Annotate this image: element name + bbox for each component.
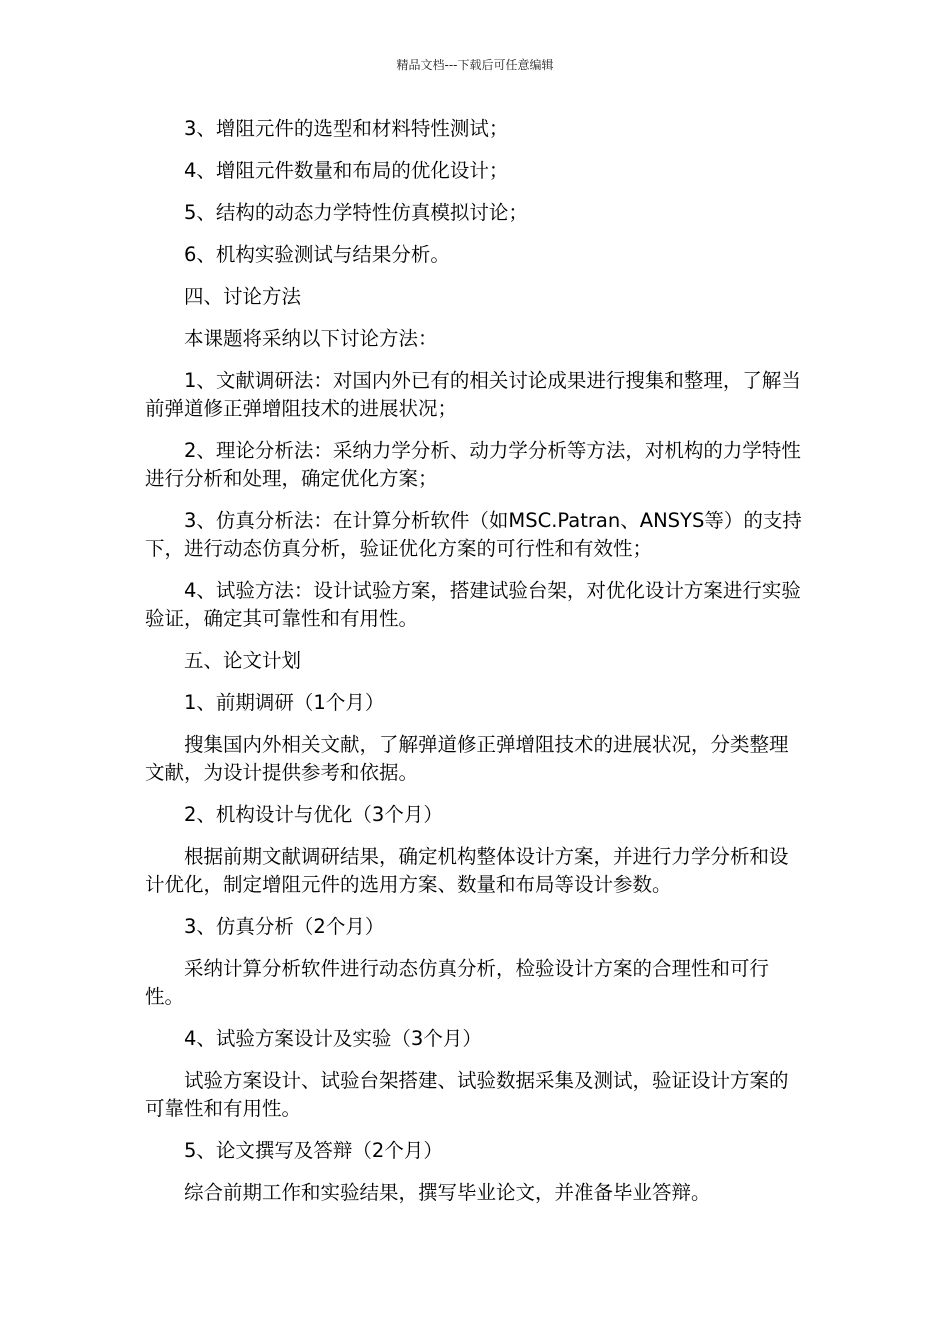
paragraph: 3、仿真分析法：在计算分析软件（如MSC.Patran、ANSYS等）的支持下，进行动态仿真分析，验证优化方案的可行性和有效性； (145, 509, 802, 560)
paragraph: 5、结构的动态力学特性仿真模拟讨论； (184, 201, 528, 224)
paragraph: 本课题将采纳以下讨论方法： (184, 327, 438, 350)
paragraph: 搜集国内外相关文献，了解弹道修正弹增阻技术的进展状况，分类整理文献，为设计提供参考和依据。 (145, 733, 789, 784)
paragraph: 采纳计算分析软件进行动态仿真分析，检验设计方案的合理性和可行性。 (145, 957, 770, 1008)
plan-item-heading: 4、试验方案设计及实验（3个月） (184, 1027, 482, 1050)
plan-item-heading: 2、机构设计与优化（3个月） (184, 803, 443, 826)
paragraph: 根据前期文献调研结果，确定机构整体设计方案，并进行力学分析和设计优化，制定增阻元件的选用方案、数量和布局等设计参数。 (145, 845, 789, 896)
plan-item-heading: 3、仿真分析（2个月） (184, 915, 385, 938)
page-header: 精品文档---下载后可任意编辑 (396, 58, 554, 72)
paragraph: 综合前期工作和实验结果，撰写毕业论文，并准备毕业答辩。 (184, 1181, 711, 1204)
section-heading: 五、论文计划 (184, 649, 302, 672)
plan-item-heading: 5、论文撰写及答辩（2个月） (184, 1139, 443, 1162)
paragraph: 4、试验方法：设计试验方案，搭建试验台架，对优化设计方案进行实验验证，确定其可靠性和有用性。 (145, 579, 801, 630)
paragraph: 4、增阻元件数量和布局的优化设计； (184, 159, 509, 182)
document-body (145, 115, 807, 1221)
section-heading: 四、讨论方法 (184, 285, 302, 308)
plan-item-heading: 1、前期调研（1个月） (184, 691, 385, 714)
paragraph: 6、机构实验测试与结果分析。 (184, 243, 450, 266)
paragraph: 1、文献调研法：对国内外已有的相关讨论成果进行搜集和整理，了解当前弹道修正弹增阻技术的进展状况； (145, 369, 801, 420)
paragraph: 试验方案设计、试验台架搭建、试验数据采集及测试，验证设计方案的可靠性和有用性。 (145, 1069, 789, 1120)
paragraph: 3、增阻元件的选型和材料特性测试； (184, 117, 509, 140)
paragraph: 2、理论分析法：采纳力学分析、动力学分析等方法，对机构的力学特性进行分析和处理，确定优化方案； (145, 439, 801, 490)
